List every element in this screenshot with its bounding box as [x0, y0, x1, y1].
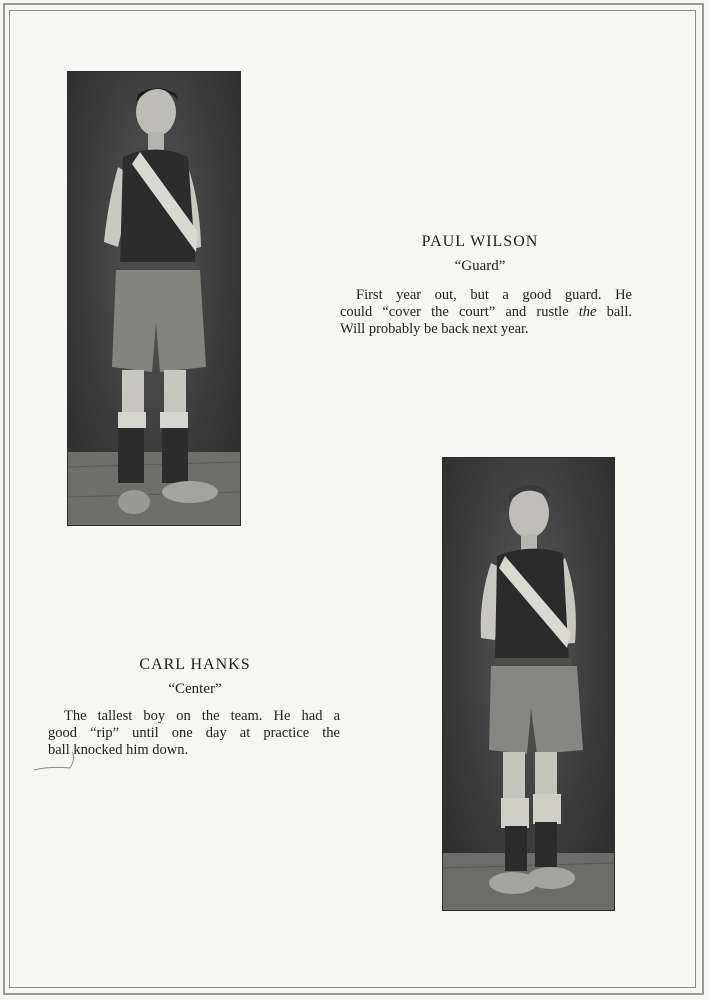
player-figure	[443, 458, 614, 910]
player-photo-carl-hanks	[442, 457, 615, 911]
bio-line: First year out, but a good guard. He	[356, 287, 632, 303]
player-bio	[48, 708, 340, 759]
player-position: “Guard”	[454, 258, 506, 274]
player-figure	[68, 72, 240, 525]
pencil-mark	[30, 748, 80, 778]
bio-line: The tallest boy on the team. He had a	[64, 708, 340, 724]
player-name: CARL HANKS	[139, 656, 251, 673]
bio-line: Will probably be back next year.	[340, 321, 529, 337]
bio-line-text: could “cover the court” and rustle	[340, 304, 579, 320]
bio-line: ball knocked him down.	[48, 742, 189, 758]
bio-line: good “rip” until one day at practice the	[48, 725, 340, 741]
player-bio	[340, 287, 632, 338]
bio-line-end: ball.	[596, 304, 632, 320]
player-photo-paul-wilson	[67, 71, 241, 526]
player-name: PAUL WILSON	[421, 233, 539, 250]
bio-emphasis: the	[578, 304, 597, 320]
player-position: “Center”	[168, 681, 222, 697]
bio-line	[340, 304, 632, 321]
